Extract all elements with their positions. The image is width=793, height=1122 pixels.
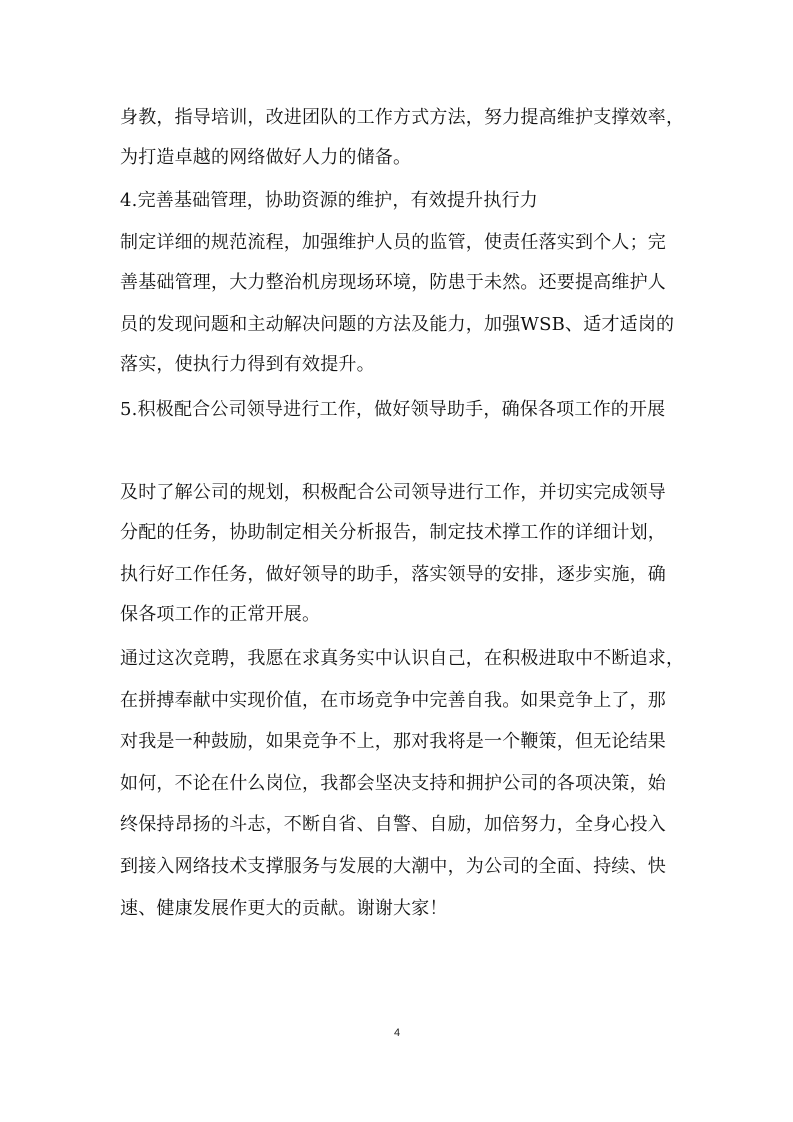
text-line: 身教，指导培训，改进团队的工作方式方法，努力提高维护支撑效率， [120,107,685,128]
text-line: 员的发现问题和主动解决问题的方法及能力，加强WSB、适才适岗的 [120,314,675,335]
text-line: 落实，使执行力得到有效提升。 [120,354,375,375]
text-line: 速、健康发展作更大的贡献。谢谢大家！ [120,898,448,919]
text-line: 执行好工作任务，做好领导的助手，落实领导的安排，逐步实施，确 [120,564,666,585]
text-line: 及时了解公司的规划，积极配合公司领导进行工作，并切实完成领导 [120,482,666,503]
text-line: 善基础管理，大力整治机房现场环境，防患于未然。还要提高维护人 [120,272,666,293]
text-line: 通过这次竞聘，我愿在求真务实中认识自己，在积极进取中不断追求， [120,648,685,669]
text-line: 制定详细的规范流程，加强维护人员的监管，使责任落实到个人；完 [120,232,666,253]
text-line: 对我是一种鼓励，如果竞争不上，那对我将是一个鞭策，但无论结果 [120,731,666,752]
text-line: 在拼搏奉献中实现价值，在市场竞争中完善自我。如果竞争上了，那 [120,690,666,711]
text-line: 如何，不论在什么岗位，我都会坚决支持和拥护公司的各项决策，始 [120,773,666,794]
text-line: 保各项工作的正常开展。 [120,604,321,625]
section-heading: 5.积极配合公司领导进行工作，做好领导助手，确保各项工作的开展 [120,399,666,420]
section-heading: 4.完善基础管理，协助资源的维护，有效提升执行力 [120,190,538,211]
text-line: 终保持昂扬的斗志，不断自省、自警、自励，加倍努力，全身心投入 [120,814,666,835]
page-number: 4 [393,1027,401,1039]
text-line: 到接入网络技术支撑服务与发展的大潮中，为公司的全面、持续、快 [120,856,666,877]
text-line: 为打造卓越的网络做好人力的储备。 [120,147,412,168]
text-line: 分配的任务，协助制定相关分析报告，制定技术撑工作的详细计划， [120,522,666,543]
